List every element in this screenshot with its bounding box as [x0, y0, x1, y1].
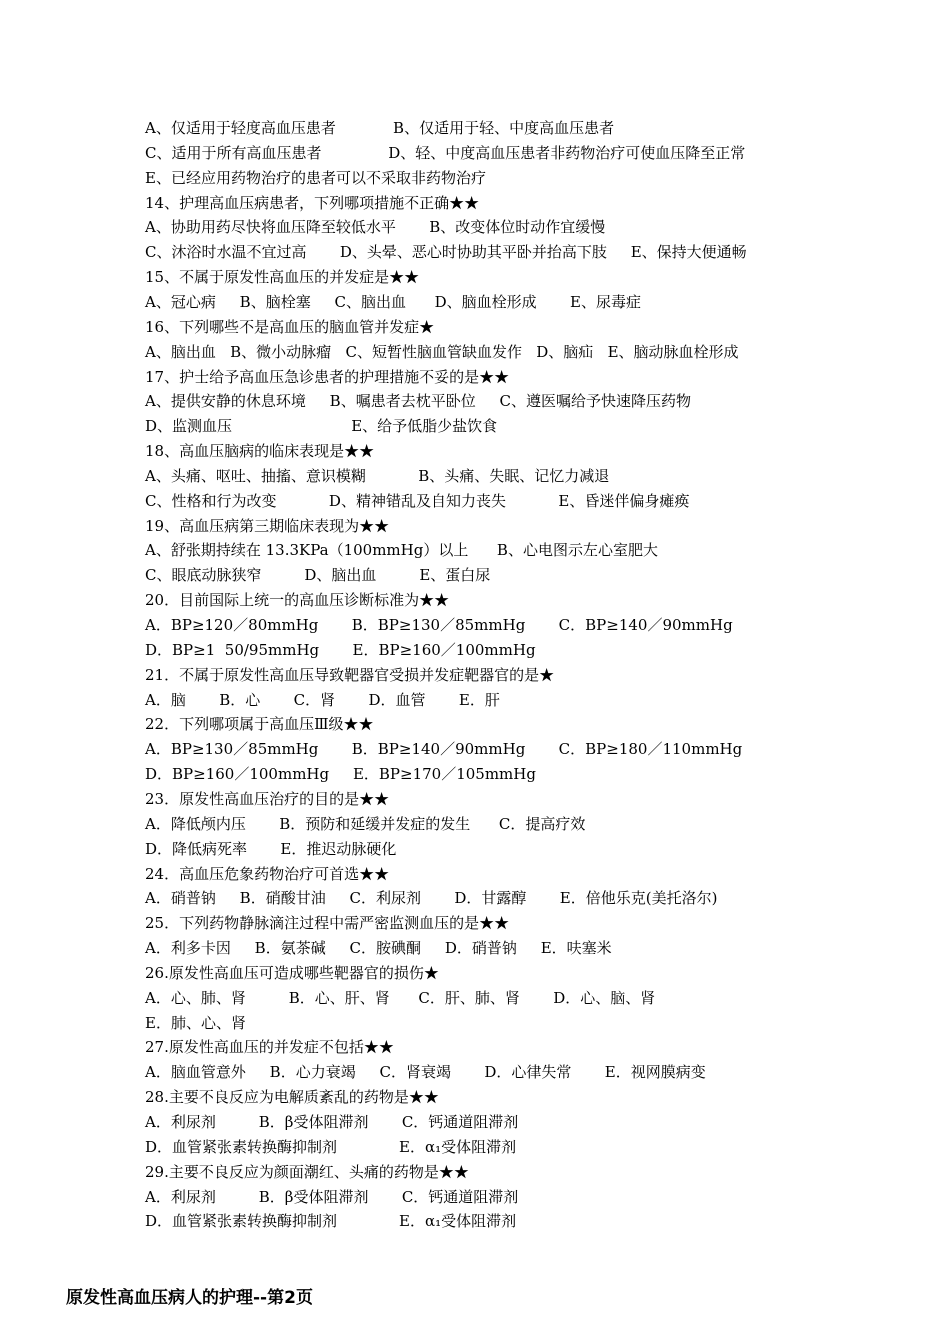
text-line: A、舒张期持续在 13.3KPa（100mmHg）以上 B、心电图示左心室肥大 [145, 541, 658, 560]
text-line: A．BP≥130／85mmHg B．BP≥140／90mmHg C．BP≥180／110mmHg [145, 740, 743, 759]
text-line: A．利多卡因 B．氨茶碱 C．胺碘酮 D．硝普钠 E．呋塞米 [145, 939, 612, 958]
text-line: 27.原发性高血压的并发症不包括★★ [145, 1038, 394, 1057]
text-line: C、眼底动脉狭窄 D、脑出血 E、蛋白尿 [145, 566, 491, 585]
text-line: D．BP≥1 50/95mmHg E．BP≥160／100mmHg [145, 640, 536, 659]
text-line: C、性格和行为改变 D、精神错乱及自知力丧失 E、昏迷伴偏身瘫痪 [145, 491, 690, 510]
text-line: 28.主要不良反应为电解质紊乱的药物是★★ [145, 1088, 439, 1107]
text-line: 17、护士给予高血压急诊患者的护理措施不妥的是★★ [145, 367, 510, 386]
text-line: D、监测血压 E、给予低脂少盐饮食 [145, 417, 498, 436]
text-line: D．血管紧张素转换酶抑制剂 E．α₁受体阻滞剂 [145, 1137, 517, 1156]
text-line: 24．高血压危象药物治疗可首选★★ [145, 864, 390, 883]
text-line: 18、高血压脑病的临床表现是★★ [145, 442, 375, 461]
text-line: E、已经应用药物治疗的患者可以不采取非药物治疗 [145, 168, 486, 187]
text-line: A、冠心病 B、脑栓塞 C、脑出血 D、脑血栓形成 E、尿毒症 [145, 292, 641, 311]
text-line: A．BP≥120／80mmHg B．BP≥130／85mmHg C．BP≥140／90mmHg [145, 616, 733, 634]
text-line: A、协助用药尽快将血压降至较低水平 B、改变体位时动作宜缓慢 [145, 218, 606, 237]
text-line: D．降低病死率 E．推迟动脉硬化 [145, 839, 397, 858]
text-line: C、沐浴时水温不宜过高 D、头晕、恶心时协助其平卧并抬高下肢 E、保持大便通畅 [145, 243, 747, 262]
text-line: A．利尿剂 B．β受体阻滞剂 C．钙通道阻滞剂 [145, 1113, 519, 1131]
text-line: A．降低颅内压 B．预防和延缓并发症的发生 C．提高疗效 [145, 814, 586, 833]
text-line: A、提供安静的休息环境 B、嘱患者去枕平卧位 C、遵医嘱给予快速降压药物 [145, 392, 692, 411]
text-line: 21．不属于原发性高血压导致靶器官受损并发症靶器官的是★ [145, 665, 555, 684]
text-line: 14、护理高血压病患者，下列哪项措施不正确★★ [145, 193, 480, 212]
text-line: E．肺、心、肾 [145, 1013, 246, 1032]
text-line: A．利尿剂 B．β受体阻滞剂 C．钙通道阻滞剂 [145, 1187, 519, 1206]
text-line: 25．下列药物静脉滴注过程中需严密监测血压的是★★ [145, 914, 510, 933]
text-line: 23．原发性高血压治疗的目的是★★ [145, 789, 390, 808]
text-line: A．硝普钠 B．硝酸甘油 C．利尿剂 D．甘露醇 E．倍他乐克(美托洛尔) [145, 889, 718, 908]
text-line: A．心、肺、肾 B．心、肝、肾 C．肝、肺、肾 D．心、脑、肾 [145, 988, 656, 1007]
text-line: A、头痛、呕吐、抽搐、意识模糊 B、头痛、失眠、记忆力减退 [145, 466, 610, 485]
text-line: 19、高血压病第三期临床表现为★★ [145, 516, 390, 535]
text-line: 29.主要不良反应为颜面潮红、头痛的药物是★★ [145, 1162, 469, 1181]
page-footer: 原发性高血压病人的护理--第2页 [66, 1288, 313, 1308]
text-line: A、仅适用于轻度高血压患者 B、仅适用于轻、中度高血压患者 [145, 119, 615, 137]
text-line: C、适用于所有高血压患者 D、轻、中度高血压患者非药物治疗可使血压降至正常 [145, 143, 746, 162]
text-line: A．脑 B．心 C．肾 D．血管 E．肝 [145, 690, 500, 709]
text-line: 15、不属于原发性高血压的并发症是★★ [145, 268, 420, 287]
text-line: D．BP≥160／100mmHg E．BP≥170／105mmHg [145, 765, 536, 784]
text-line: 22．下列哪项属于高血压Ⅲ级★★ [145, 715, 374, 734]
text-line: A、脑出血 B、微小动脉瘤 C、短暂性脑血管缺血发作 D、脑疝 E、脑动脉血栓形成 [145, 342, 739, 361]
text-line: 26.原发性高血压可造成哪些靶器官的损伤★ [145, 963, 439, 982]
text-line: 20．目前国际上统一的高血压诊断标准为★★ [145, 591, 450, 610]
text-line: 16、下列哪些不是高血压的脑血管并发症★ [145, 317, 435, 336]
text-line: A．脑血管意外 B．心力衰竭 C．肾衰竭 D．心律失常 E．视网膜病变 [145, 1063, 706, 1082]
text-line: D．血管紧张素转换酶抑制剂 E．α₁受体阻滞剂 [145, 1212, 517, 1231]
